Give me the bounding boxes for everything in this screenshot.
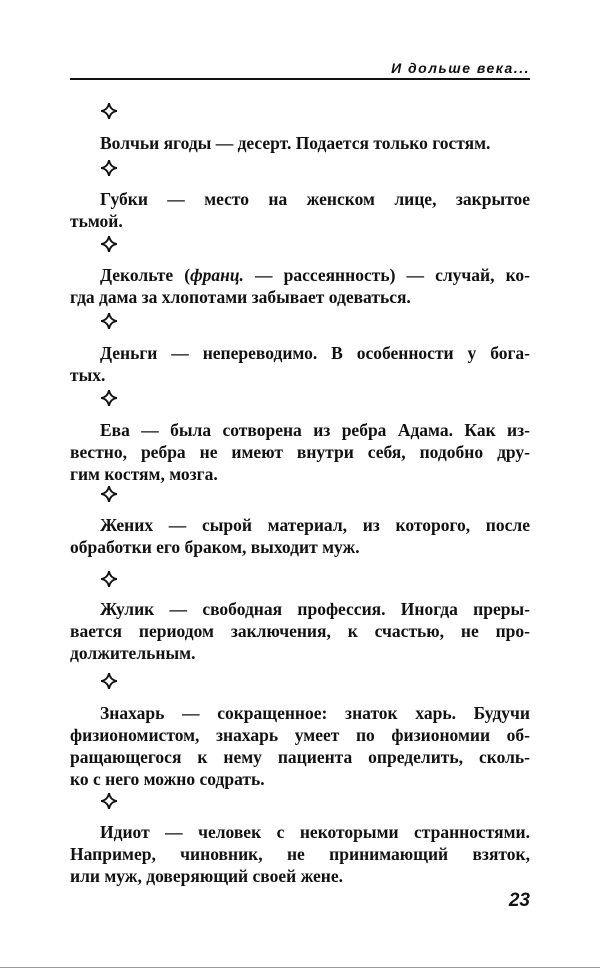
- text-span: физиономистом, знахарь умеет по физиономии об-: [70, 725, 530, 745]
- text-span: или муж, доверяющий своей жене.: [70, 866, 344, 886]
- text-span: Знахарь — сокращенное: знаток харь. Будучи: [100, 703, 530, 723]
- entry-text-line: [70, 844, 530, 864]
- entry-text-line: [70, 725, 530, 745]
- text-span: Жулик — свободная профессия. Иногда преры-: [100, 599, 530, 619]
- text-span: тьмой.: [70, 211, 123, 231]
- text-span: ко с него можно содрать.: [70, 769, 265, 789]
- entry-text-line: [100, 515, 530, 535]
- text-span: Волчьи ягоды — десерт. Подается только гостям.: [100, 133, 491, 153]
- entry-text-line: [100, 133, 530, 153]
- diamond-separator-icon: [101, 390, 117, 406]
- diamond-separator-icon: [101, 313, 117, 329]
- header-rule: [70, 78, 530, 80]
- entry-text-line: [100, 189, 530, 209]
- page-edge-line: [0, 967, 600, 968]
- diamond-separator-icon: [101, 236, 117, 252]
- page-number: 23: [508, 890, 530, 911]
- entry-text-line: [70, 442, 530, 462]
- text-span: — рассеянность) — случай, ко-: [243, 265, 530, 285]
- text-span: гим костям, мозга.: [70, 464, 218, 484]
- entry-text-line: [70, 464, 530, 484]
- entry-text-line: [70, 747, 530, 767]
- diamond-separator-icon: [101, 486, 117, 502]
- text-span: Деньги — непереводимо. В особенности у бога-: [100, 343, 530, 363]
- diamond-separator-icon: [101, 793, 117, 809]
- entry-text-line: [100, 703, 530, 723]
- entry-text-line: [70, 866, 530, 886]
- text-span: Жених — сырой материал, из которого, после: [100, 515, 530, 535]
- entry-text-line: [100, 265, 530, 285]
- italic-abbreviation: франц.: [190, 265, 244, 285]
- entry-text-line: [70, 365, 530, 385]
- text-span: Идиот — человек с некоторыми странностями.: [100, 822, 530, 842]
- text-span: Декольте (: [100, 265, 191, 285]
- text-span: гда дама за хлопотами забывает одеваться.: [70, 287, 411, 307]
- text-span: ращающегося к нему пациента определить, сколь-: [70, 747, 530, 767]
- entry-text-line: [100, 822, 530, 842]
- text-span: Например, чиновник, не принимающий взяток,: [70, 844, 530, 864]
- text-span: Ева — была сотворена из ребра Адама. Как из-: [100, 420, 530, 440]
- text-span: тых.: [70, 365, 106, 385]
- text-span: должительным.: [70, 643, 196, 663]
- diamond-separator-icon: [101, 571, 117, 587]
- entry-text-line: [70, 769, 530, 789]
- text-span: вается периодом заключения, к счастью, не про-: [70, 621, 530, 641]
- diamond-separator-icon: [101, 673, 117, 689]
- entry-text-line: [70, 621, 530, 641]
- entry-text-line: [100, 599, 530, 619]
- entry-text-line: [100, 343, 530, 363]
- entry-text-line: [70, 287, 530, 307]
- text-span: обработки его браком, выходит муж.: [70, 537, 360, 557]
- text-span: Губки — место на женском лице, закрытое: [100, 189, 530, 209]
- text-span: вестно, ребра не имеют внутри себя, подобно дру-: [70, 442, 530, 462]
- entry-text-line: [70, 211, 530, 231]
- entry-text-line: [100, 420, 530, 440]
- diamond-separator-icon: [101, 160, 117, 176]
- entry-text-line: [70, 537, 530, 557]
- running-header: И дольше века...: [391, 60, 530, 76]
- diamond-separator-icon: [101, 103, 117, 119]
- entry-text-line: [70, 643, 530, 663]
